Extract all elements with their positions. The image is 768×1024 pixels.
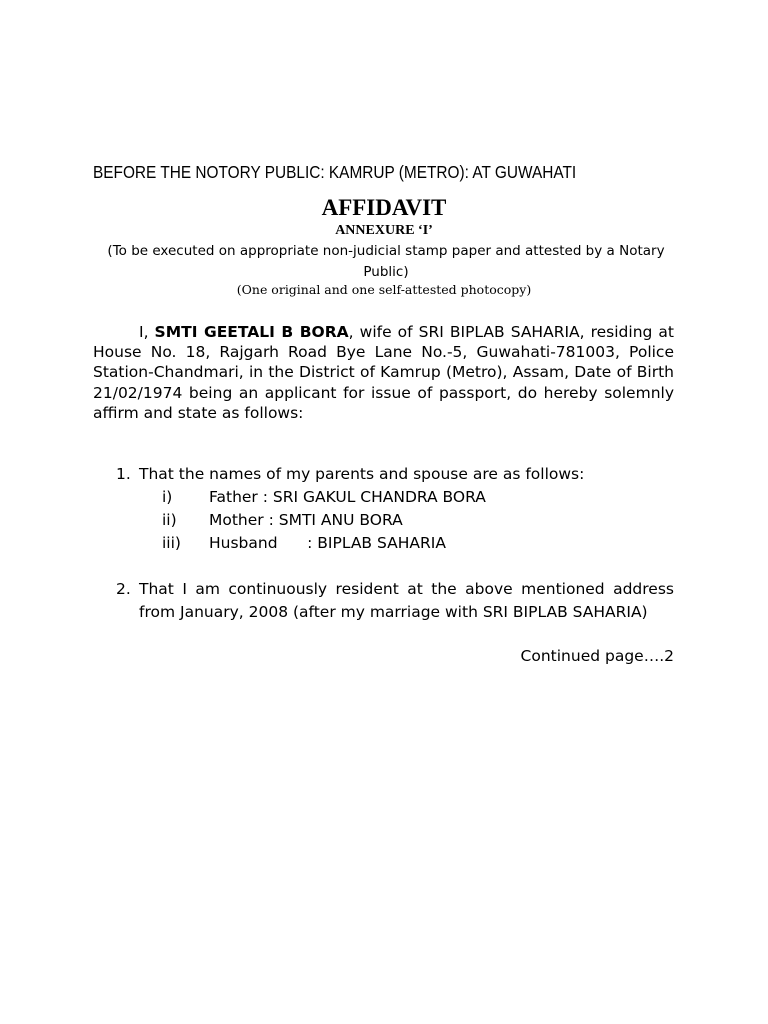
relation-value: SMTI ANU BORA bbox=[278, 511, 403, 529]
relation-mother bbox=[162, 510, 403, 532]
execution-instruction: (To be executed on appropriate non-judicial stamp paper and attested by a Notary Public) bbox=[107, 243, 665, 280]
intro-prefix: I, bbox=[139, 323, 155, 341]
relation-value: SRI GAKUL CHANDRA BORA bbox=[272, 488, 486, 506]
item-number: 1. bbox=[116, 465, 131, 483]
relation-numeral: i) bbox=[162, 488, 173, 506]
item-text: That I am continuously resident at the above mentioned address from January, 2008 (after my marriage with SRI BIPLAB SAHARIA) bbox=[139, 580, 674, 621]
relation-husband bbox=[162, 533, 446, 555]
deponent-name: SMTI GEETALI B BORA bbox=[154, 323, 349, 341]
relation-father bbox=[162, 487, 486, 509]
relation-value: BIPLAB SAHARIA bbox=[317, 534, 446, 552]
item-number: 2. bbox=[116, 580, 131, 598]
item-text: That the names of my parents and spouse are as follows: bbox=[139, 465, 585, 483]
intro-text: , wife of SRI BIPLAB SAHARIA, residing at House No. 18, Rajgarh Road Bye Lane No.-5, Guwahati-781003, Police Station-Chandmari, in the District of Kamrup (Metro), Assam, Date of Birth 21/02/1974 being an applicant for issue of passport, do hereby solemnly affirm and state as follows: bbox=[93, 323, 674, 422]
relation-separator: : bbox=[257, 488, 273, 506]
relation-separator: : bbox=[263, 511, 279, 529]
relation-label: Mother bbox=[209, 511, 264, 529]
intro-paragraph bbox=[93, 322, 674, 423]
relation-numeral: ii) bbox=[162, 511, 177, 529]
court-heading: BEFORE THE NOTORY PUBLIC: KAMRUP (METRO): AT GUWAHATI bbox=[93, 162, 577, 182]
relation-numeral: iii) bbox=[162, 534, 181, 552]
list-item bbox=[116, 464, 674, 484]
list-item bbox=[116, 578, 674, 623]
document-title: AFFIDAVIT bbox=[321, 195, 447, 220]
relation-separator: : bbox=[277, 534, 318, 552]
annexure-label: ANNEXURE ‘I’ bbox=[335, 223, 433, 238]
relation-label: Father bbox=[209, 488, 258, 506]
continued-note: Continued page….2 bbox=[520, 647, 674, 665]
copies-note: (One original and one self-attested photocopy) bbox=[236, 282, 532, 297]
relation-label: Husband bbox=[209, 534, 278, 552]
